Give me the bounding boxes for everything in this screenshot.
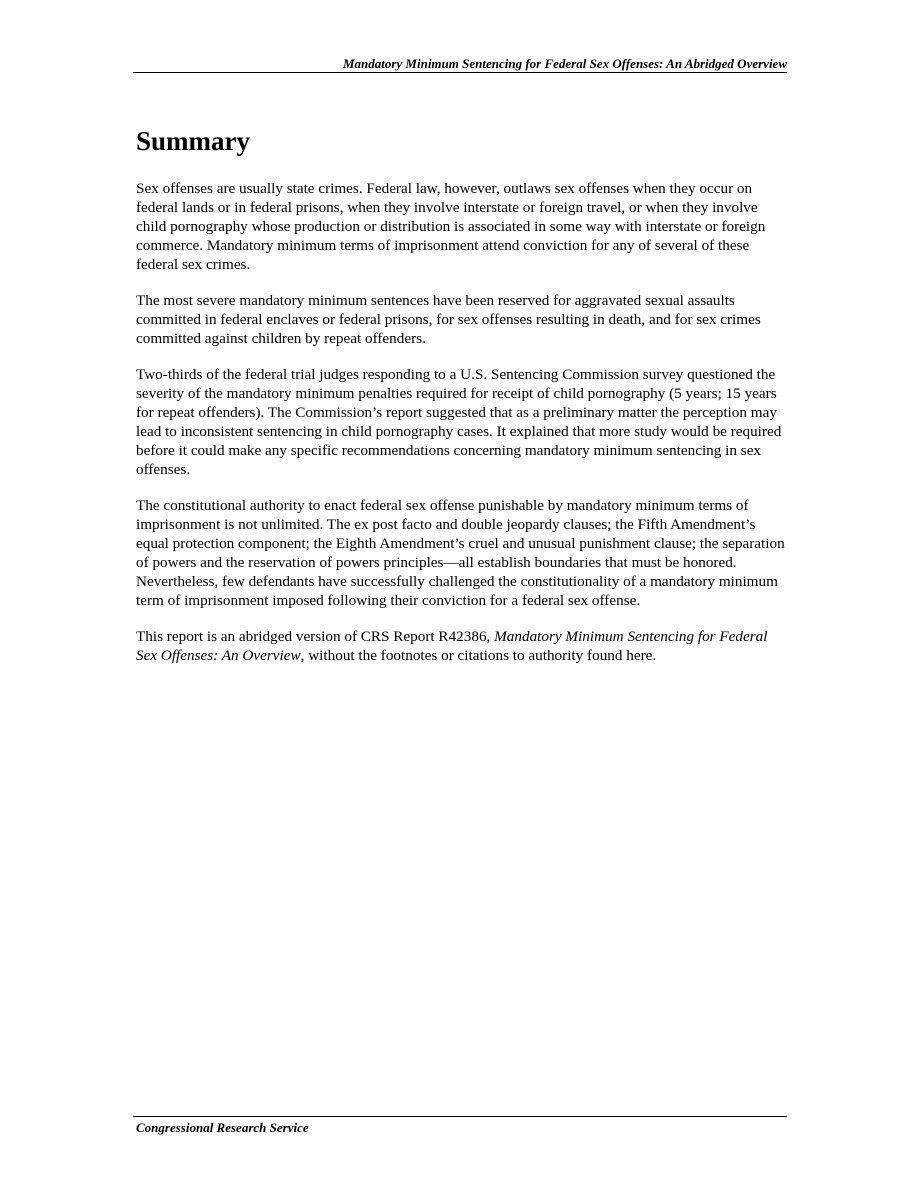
- summary-paragraph-4: The constitutional authority to enact federal sex offense punishable by mandatory minimum terms of imprisonment is not unlimited. The ex post facto and double jeopardy clauses; the Fifth Amendment’s equal protection component; the Eighth Amendment’s cruel and unusual punishment clause; the separation of powers and the reservation of powers principles—all establish boundaries that must be honored. Nevertheless, few defendants have successfully challenged the constitutionality of a mandatory minimum term of imprisonment imposed following their conviction for a federal sex offense.: [136, 497, 785, 609]
- summary-paragraph-3: Two-thirds of the federal trial judges responding to a U.S. Sentencing Commission survey questioned the severity of the mandatory minimum penalties required for receipt of child pornography (5 years; 15 years for repeat offenders). The Commission’s report suggested that as a preliminary matter the perception may lead to inconsistent sentencing in child pornography cases. It explained that more study would be required before it could make any specific recommendations concerning mandatory minimum sentencing in sex offenses.: [136, 366, 782, 478]
- summary-section: [136, 124, 788, 682]
- summary-paragraph-2: The most severe mandatory minimum sentences have been reserved for aggravated sexual assaults committed in federal enclaves or federal prisons, for sex offenses resulting in death, and for sex crimes committed against children by repeat offenders.: [136, 292, 761, 347]
- summary-paragraph-1: Sex offenses are usually state crimes. Federal law, however, outlaws sex offenses when they occur on federal lands or in federal prisons, when they involve interstate or foreign travel, or when they involve child pornography whose production or distribution is associated in some way with interstate or foreign commerce. Mandatory minimum terms of imprisonment attend conviction for any of several of these federal sex crimes.: [136, 180, 766, 273]
- summary-paragraph-5: [136, 627, 788, 665]
- report-reference-text: This report is an abridged version of CRS Report R42386,: [136, 628, 495, 645]
- report-title: Mandatory Minimum Sentencing for Federal Sex Offenses: An Overview: [136, 628, 768, 664]
- footer-divider: [133, 1116, 787, 1117]
- section-heading: Summary: [136, 126, 250, 156]
- footer-organization: Congressional Research Service: [136, 1120, 309, 1135]
- header-divider: [133, 72, 787, 73]
- report-reference-suffix: , without the footnotes or citations to authority found here.: [300, 647, 657, 664]
- running-header: Mandatory Minimum Sentencing for Federal Sex Offenses: An Abridged Overview: [342, 56, 787, 71]
